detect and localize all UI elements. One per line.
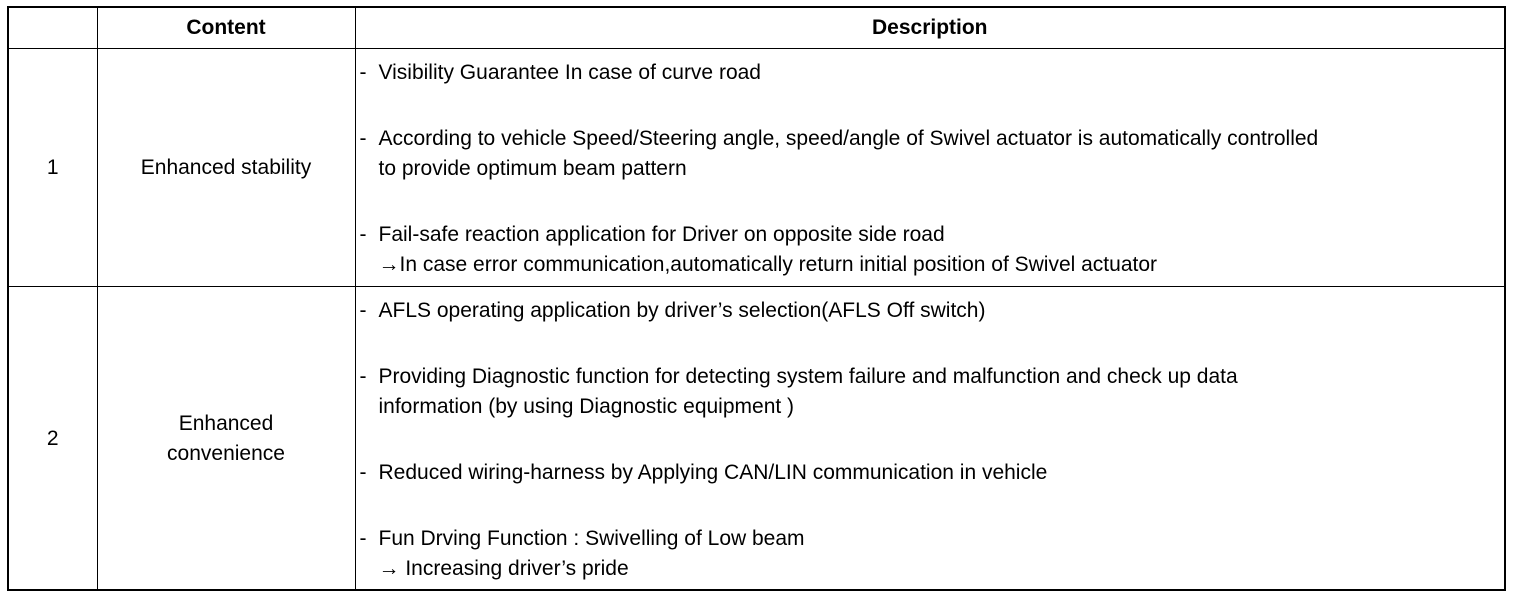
row-content: Enhanced stability (97, 49, 355, 287)
header-content: Content (97, 8, 355, 49)
description-text: AFLS operating application by driver’s selection(AFLS Off switch) (378, 299, 986, 322)
row-description (355, 49, 1504, 287)
description-text: Visibility Guarantee In case of curve road (378, 61, 761, 84)
bullet-dash: - (359, 461, 367, 484)
features-table-frame (7, 6, 1506, 591)
description-text: Reduced wiring-harness by Applying CAN/LIN communication in vehicle (378, 461, 1048, 484)
description-text: According to vehicle Speed/Steering angle, speed/angle of Swivel actuator is automatically controlled to provide optimum beam pattern (378, 127, 1319, 180)
description-item (360, 296, 1505, 326)
row-content: Enhanced convenience (97, 287, 355, 591)
description-item (360, 220, 1505, 280)
row-number: 1 (9, 49, 97, 287)
bullet-dash: - (359, 223, 367, 246)
description-item (360, 524, 1505, 584)
description-item (360, 362, 1505, 422)
description-text: Providing Diagnostic function for detecting system failure and malfunction and check up data information (by using Diagnostic equipment ) (378, 365, 1238, 418)
description-text: Fail-safe reaction application for Driver on opposite side road →In case error communication,automatically return initial position of Swivel actuator (378, 223, 1158, 276)
bullet-dash: - (359, 299, 367, 322)
row-description (355, 287, 1504, 591)
description-item (360, 458, 1505, 488)
features-table (9, 8, 1504, 591)
bullet-dash: - (359, 61, 367, 84)
table-row (9, 287, 1504, 591)
header-description: Description (355, 8, 1504, 49)
description-item (360, 124, 1505, 184)
table-row (9, 49, 1504, 287)
row-number: 2 (9, 287, 97, 591)
bullet-dash: - (359, 365, 367, 388)
table-header-row (9, 8, 1504, 49)
description-text: Fun Drving Function : Swivelling of Low beam → Increasing driver’s pride (378, 527, 805, 580)
bullet-dash: - (359, 527, 367, 550)
header-number (9, 8, 97, 49)
bullet-dash: - (359, 127, 367, 150)
description-item (360, 58, 1505, 88)
